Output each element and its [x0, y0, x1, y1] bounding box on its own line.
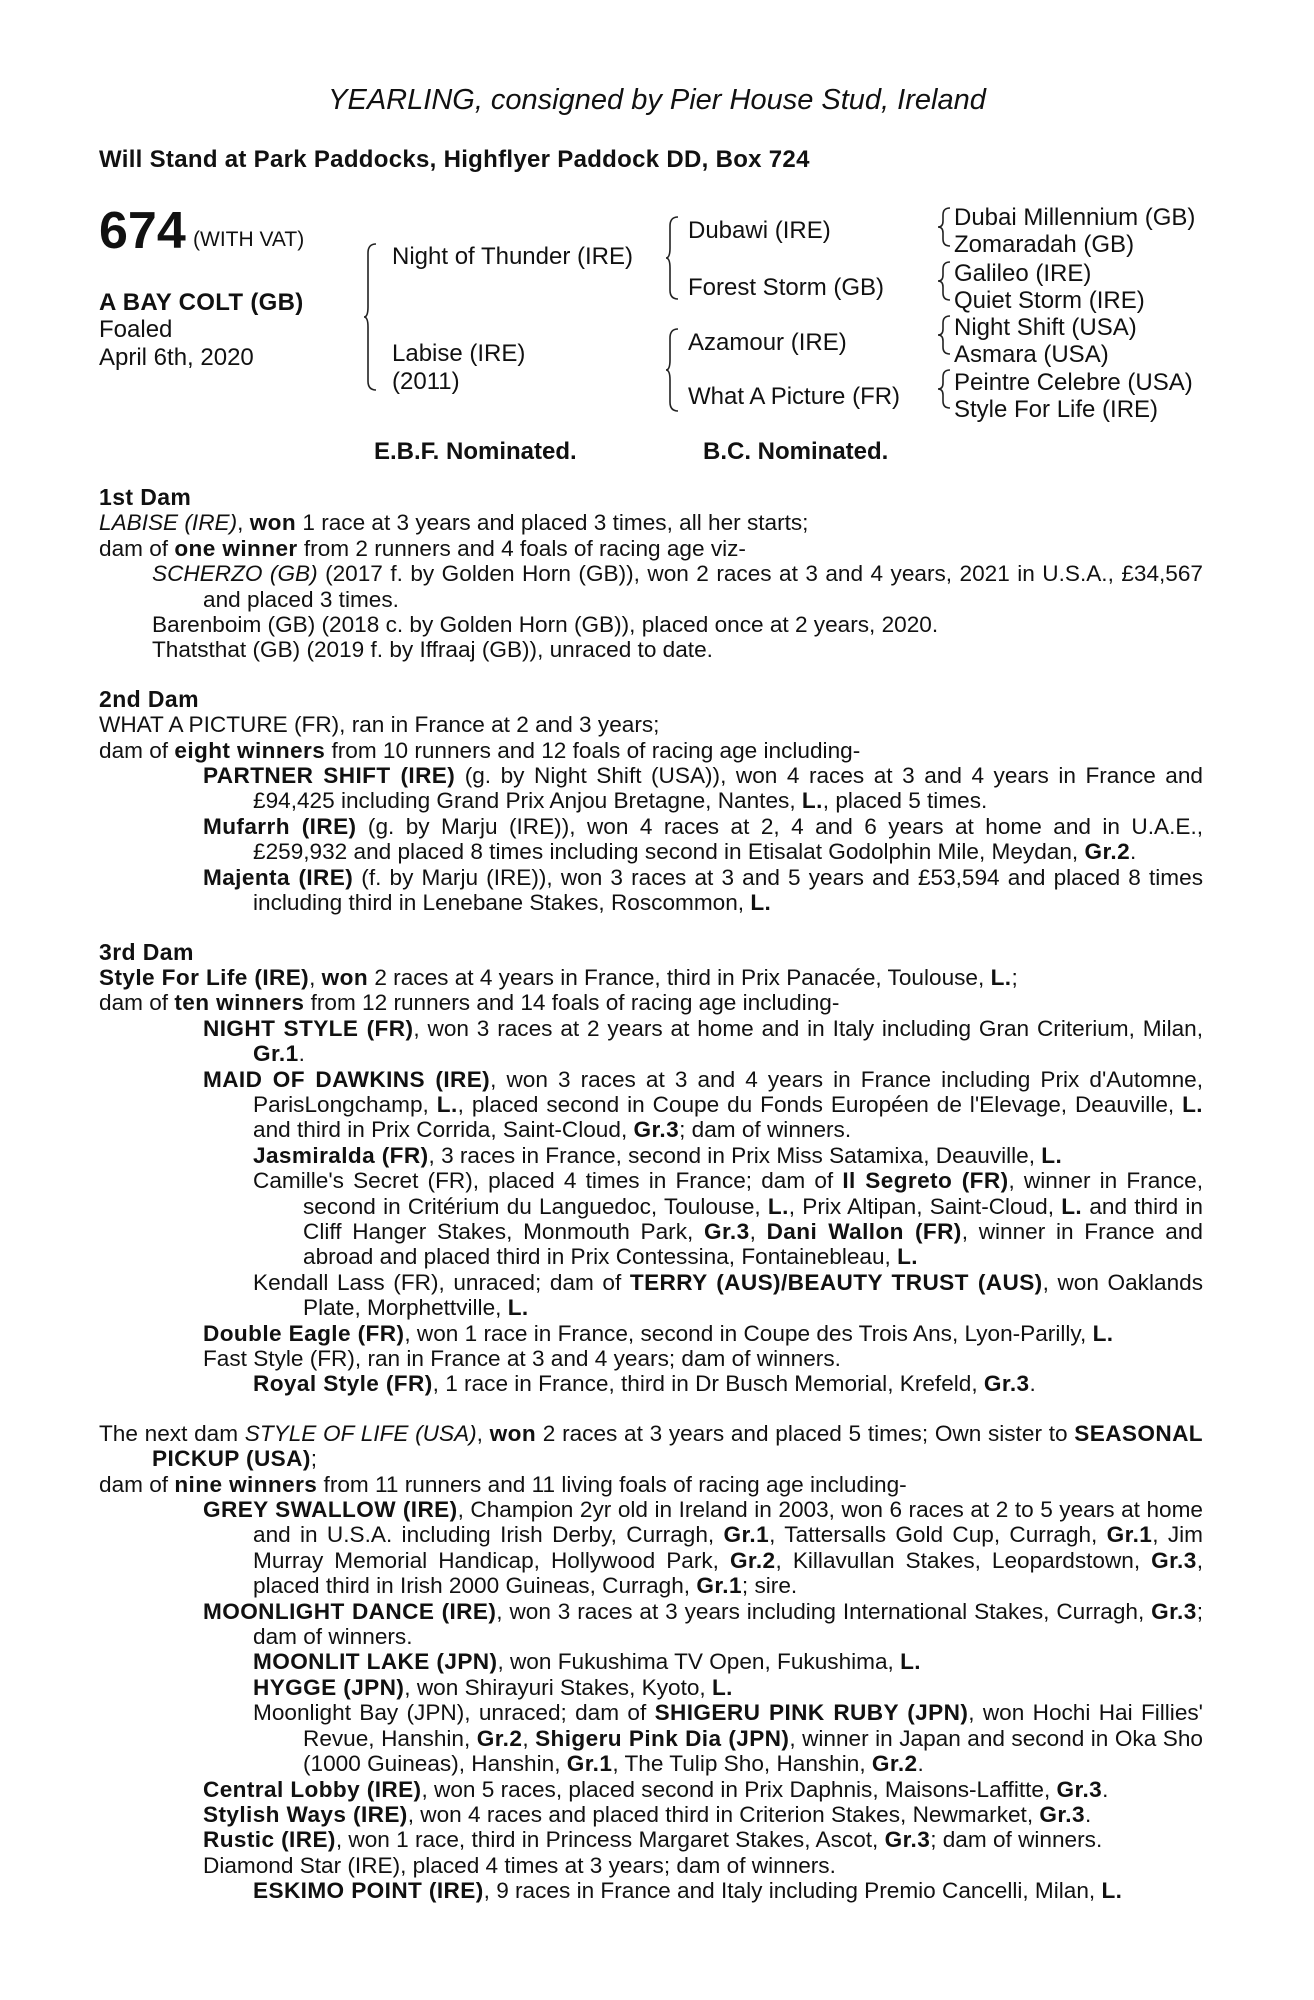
produce-entry: HYGGE (JPN), won Shirayuri Stakes, Kyoto, L. — [253, 1674, 733, 1700]
produce-entry: Moonlight Bay (JPN), unraced; dam of SHIGERU PINK RUBY (JPN), won Hochi Hai Fillies' Revue, Hanshin, Gr.2, Shigeru Pink Dia (JPN), winner in Japan and second in Oka Sho (1000 Guineas), Hanshin, Gr.1, The Tulip Sho, Hanshin, Gr.2. — [253, 1700, 1203, 1777]
stand-location: Will Stand at Park Paddocks, Highflyer Paddock DD, Box 724 — [99, 146, 810, 173]
second-dam-heading: 2nd Dam — [99, 685, 199, 712]
pedigree-sire-sire: Dubawi (IRE) — [688, 217, 831, 244]
produce-entry: Central Lobby (IRE), won 5 races, placed second in Prix Daphnis, Maisons-Laffitte, Gr.3. — [203, 1776, 1109, 1802]
produce-entry: Camille's Secret (FR), placed 4 times in France; dam of Il Segreto (FR), winner in France, second in Critérium du Languedoc, Toulouse, L., Prix Altipan, Saint-Cloud, L. and third in Cliff Hanger Stakes, Monmouth Park, Gr.3, Dani Wallon (FR), winner in France and abroad and placed third in Prix Contessina, Fontainebleau, L. — [253, 1168, 1203, 1270]
catalogue-body — [99, 485, 1203, 1904]
produce-entry: Royal Style (FR), 1 race in France, third in Dr Busch Memorial, Krefeld, Gr.3. — [253, 1371, 1036, 1397]
lot-name: A BAY COLT (GB) — [99, 289, 304, 316]
produce-entry: Jasmiralda (FR), 3 races in France, second in Prix Miss Satamixa, Deauville, L. — [253, 1142, 1063, 1168]
foaled-date: April 6th, 2020 — [99, 344, 254, 371]
produce-entry: Majenta (IRE) (f. by Marju (IRE)), won 3 races at 3 and 5 years and £53,594 and placed 8 times including third in Lenebane Stakes, Roscommon, L. — [203, 864, 1203, 916]
produce-entry: MAID OF DAWKINS (IRE), won 3 races at 3 and 4 years in France including Prix d'Automne, ParisLongchamp, L., placed second in Coupe du Fonds Européen de l'Elevage, Deauville, L. and third in Prix Corrida, Saint-Cloud, Gr.3; dam of winners. — [203, 1066, 1203, 1143]
pedigree-gg-2: Zomaradah (GB) — [954, 231, 1135, 258]
produce-entry: ESKIMO POINT (IRE), 9 races in France and Italy including Premio Cancelli, Milan, L. — [253, 1878, 1123, 1904]
pedigree-gg-6: Asmara (USA) — [954, 341, 1109, 368]
pedigree-sire-dam: Forest Storm (GB) — [688, 274, 885, 301]
produce-entry: Stylish Ways (IRE), won 4 races and placed third in Criterion Stakes, Newmarket, Gr.3. — [203, 1801, 1092, 1827]
vat-label: (WITH VAT) — [193, 228, 305, 251]
bc-nominated: B.C. Nominated. — [703, 438, 889, 465]
produce-entry: NIGHT STYLE (FR), won 3 races at 2 years at home and in Italy including Gran Criterium, Milan, Gr.1. — [203, 1015, 1204, 1067]
pedigree-bracket-sire — [666, 216, 680, 300]
produce-entry: Diamond Star (IRE), placed 4 times at 3 years; dam of winners. — [203, 1852, 836, 1878]
pedigree-gg-8: Style For Life (IRE) — [954, 396, 1159, 423]
produce-entry: Thatsthat (GB) (2019 f. by Iffraaj (GB)), unraced to date. — [152, 637, 713, 663]
produce-entry: MOONLIT LAKE (JPN), won Fukushima TV Open, Fukushima, L. — [253, 1649, 921, 1675]
pedigree-gg-3: Galileo (IRE) — [954, 260, 1092, 287]
produce-entry: Rustic (IRE), won 1 race, third in Princess Margaret Stakes, Ascot, Gr.3; dam of winners. — [203, 1827, 1103, 1853]
pedigree-dam: Labise (IRE) — [392, 340, 526, 367]
next-dam-produce-line: dam of nine winners from 11 runners and 11 living foals of racing age including- — [99, 1471, 907, 1497]
produce-entry: MOONLIGHT DANCE (IRE), won 3 races at 3 years including International Stakes, Curragh, Gr.3; dam of winners. — [203, 1598, 1203, 1650]
third-dam-produce-line: dam of ten winners from 12 runners and 14 foals of racing age including- — [99, 990, 840, 1016]
pedigree-bracket-dd — [938, 369, 952, 409]
produce-entry: SCHERZO (GB) (2017 f. by Golden Horn (GB)), won 2 races at 3 and 4 years, 2021 in U.S.A., £34,567 and placed 3 times. — [152, 561, 1203, 612]
pedigree-bracket-main — [364, 243, 378, 391]
pedigree-gg-7: Peintre Celebre (USA) — [954, 369, 1193, 396]
pedigree-bracket-sd — [938, 261, 952, 301]
produce-entry: Barenboim (GB) (2018 c. by Golden Horn (GB)), placed once at 2 years, 2020. — [152, 612, 939, 638]
lot-number: 674 — [99, 202, 186, 260]
produce-entry: Double Eagle (FR), won 1 race in France, second in Coupe des Trois Ans, Lyon-Parilly, L. — [203, 1320, 1114, 1346]
ebf-nominated: E.B.F. Nominated. — [374, 438, 577, 465]
foaled-info — [99, 316, 254, 372]
produce-entry: Fast Style (FR), ran in France at 3 and 4 years; dam of winners. — [203, 1346, 841, 1371]
second-dam-line: WHAT A PICTURE (FR), ran in France at 2 and 3 years; — [99, 712, 660, 738]
pedigree-gg-1: Dubai Millennium (GB) — [954, 204, 1196, 231]
produce-entry: Kendall Lass (FR), unraced; dam of TERRY (AUS)/BEAUTY TRUST (AUS), won Oaklands Plate, Morphettville, L. — [253, 1269, 1203, 1321]
produce-entry: PARTNER SHIFT (IRE) (g. by Night Shift (USA)), won 4 races at 3 and 4 years in France and £94,425 including Grand Prix Anjou Bretagne, Nantes, L., placed 5 times. — [203, 763, 1203, 814]
pedigree-bracket-dam — [666, 328, 680, 412]
produce-entry: Mufarrh (IRE) (g. by Marju (IRE)), won 4 races at 2, 4 and 6 years at home and in U.A.E., £259,932 and placed 8 times including second in Etisalat Godolphin Mile, Meydan, Gr.2. — [203, 813, 1203, 865]
third-dam-heading: 3rd Dam — [99, 938, 194, 965]
next-dam-line: The next dam STYLE OF LIFE (USA), won 2 races at 3 years and placed 5 times; Own sister to SEASONAL PICKUP (USA); — [99, 1420, 1203, 1472]
pedigree-bracket-ss — [938, 207, 952, 247]
foaled-label: Foaled — [99, 316, 173, 343]
pedigree-dam-year: (2011) — [392, 368, 460, 395]
first-dam-line: LABISE (IRE), won 1 race at 3 years and placed 3 times, all her starts; — [99, 510, 809, 536]
third-dam-line: Style For Life (IRE), won 2 races at 4 years in France, third in Prix Panacée, Toulouse, L.; — [99, 964, 1018, 990]
pedigree-bracket-ds — [938, 315, 952, 355]
produce-entry: GREY SWALLOW (IRE), Champion 2yr old in Ireland in 2003, won 6 races at 2 to 5 years at home and in U.S.A. including Irish Derby, Curragh, Gr.1, Tattersalls Gold Cup, Curragh, Gr.1, Jim Murray Memorial Handicap, Hollywood Park, Gr.2, Killavullan Stakes, Leopardstown, Gr.3, placed third in Irish 2000 Guineas, Curragh, Gr.1; sire. — [203, 1497, 1203, 1599]
pedigree-dam-sire: Azamour (IRE) — [688, 329, 847, 356]
pedigree-sire: Night of Thunder (IRE) — [392, 243, 633, 270]
first-dam-heading: 1st Dam — [99, 484, 192, 510]
pedigree-dam-dam: What A Picture (FR) — [688, 383, 901, 410]
pedigree-gg-5: Night Shift (USA) — [954, 314, 1137, 341]
pedigree-gg-4: Quiet Storm (IRE) — [954, 287, 1145, 314]
page-header: YEARLING, consigned by Pier House Stud, Ireland — [328, 84, 986, 116]
first-dam-produce-line: dam of one winner from 2 runners and 4 foals of racing age viz- — [99, 535, 746, 561]
second-dam-produce-line: dam of eight winners from 10 runners and 12 foals of racing age including- — [99, 737, 861, 763]
